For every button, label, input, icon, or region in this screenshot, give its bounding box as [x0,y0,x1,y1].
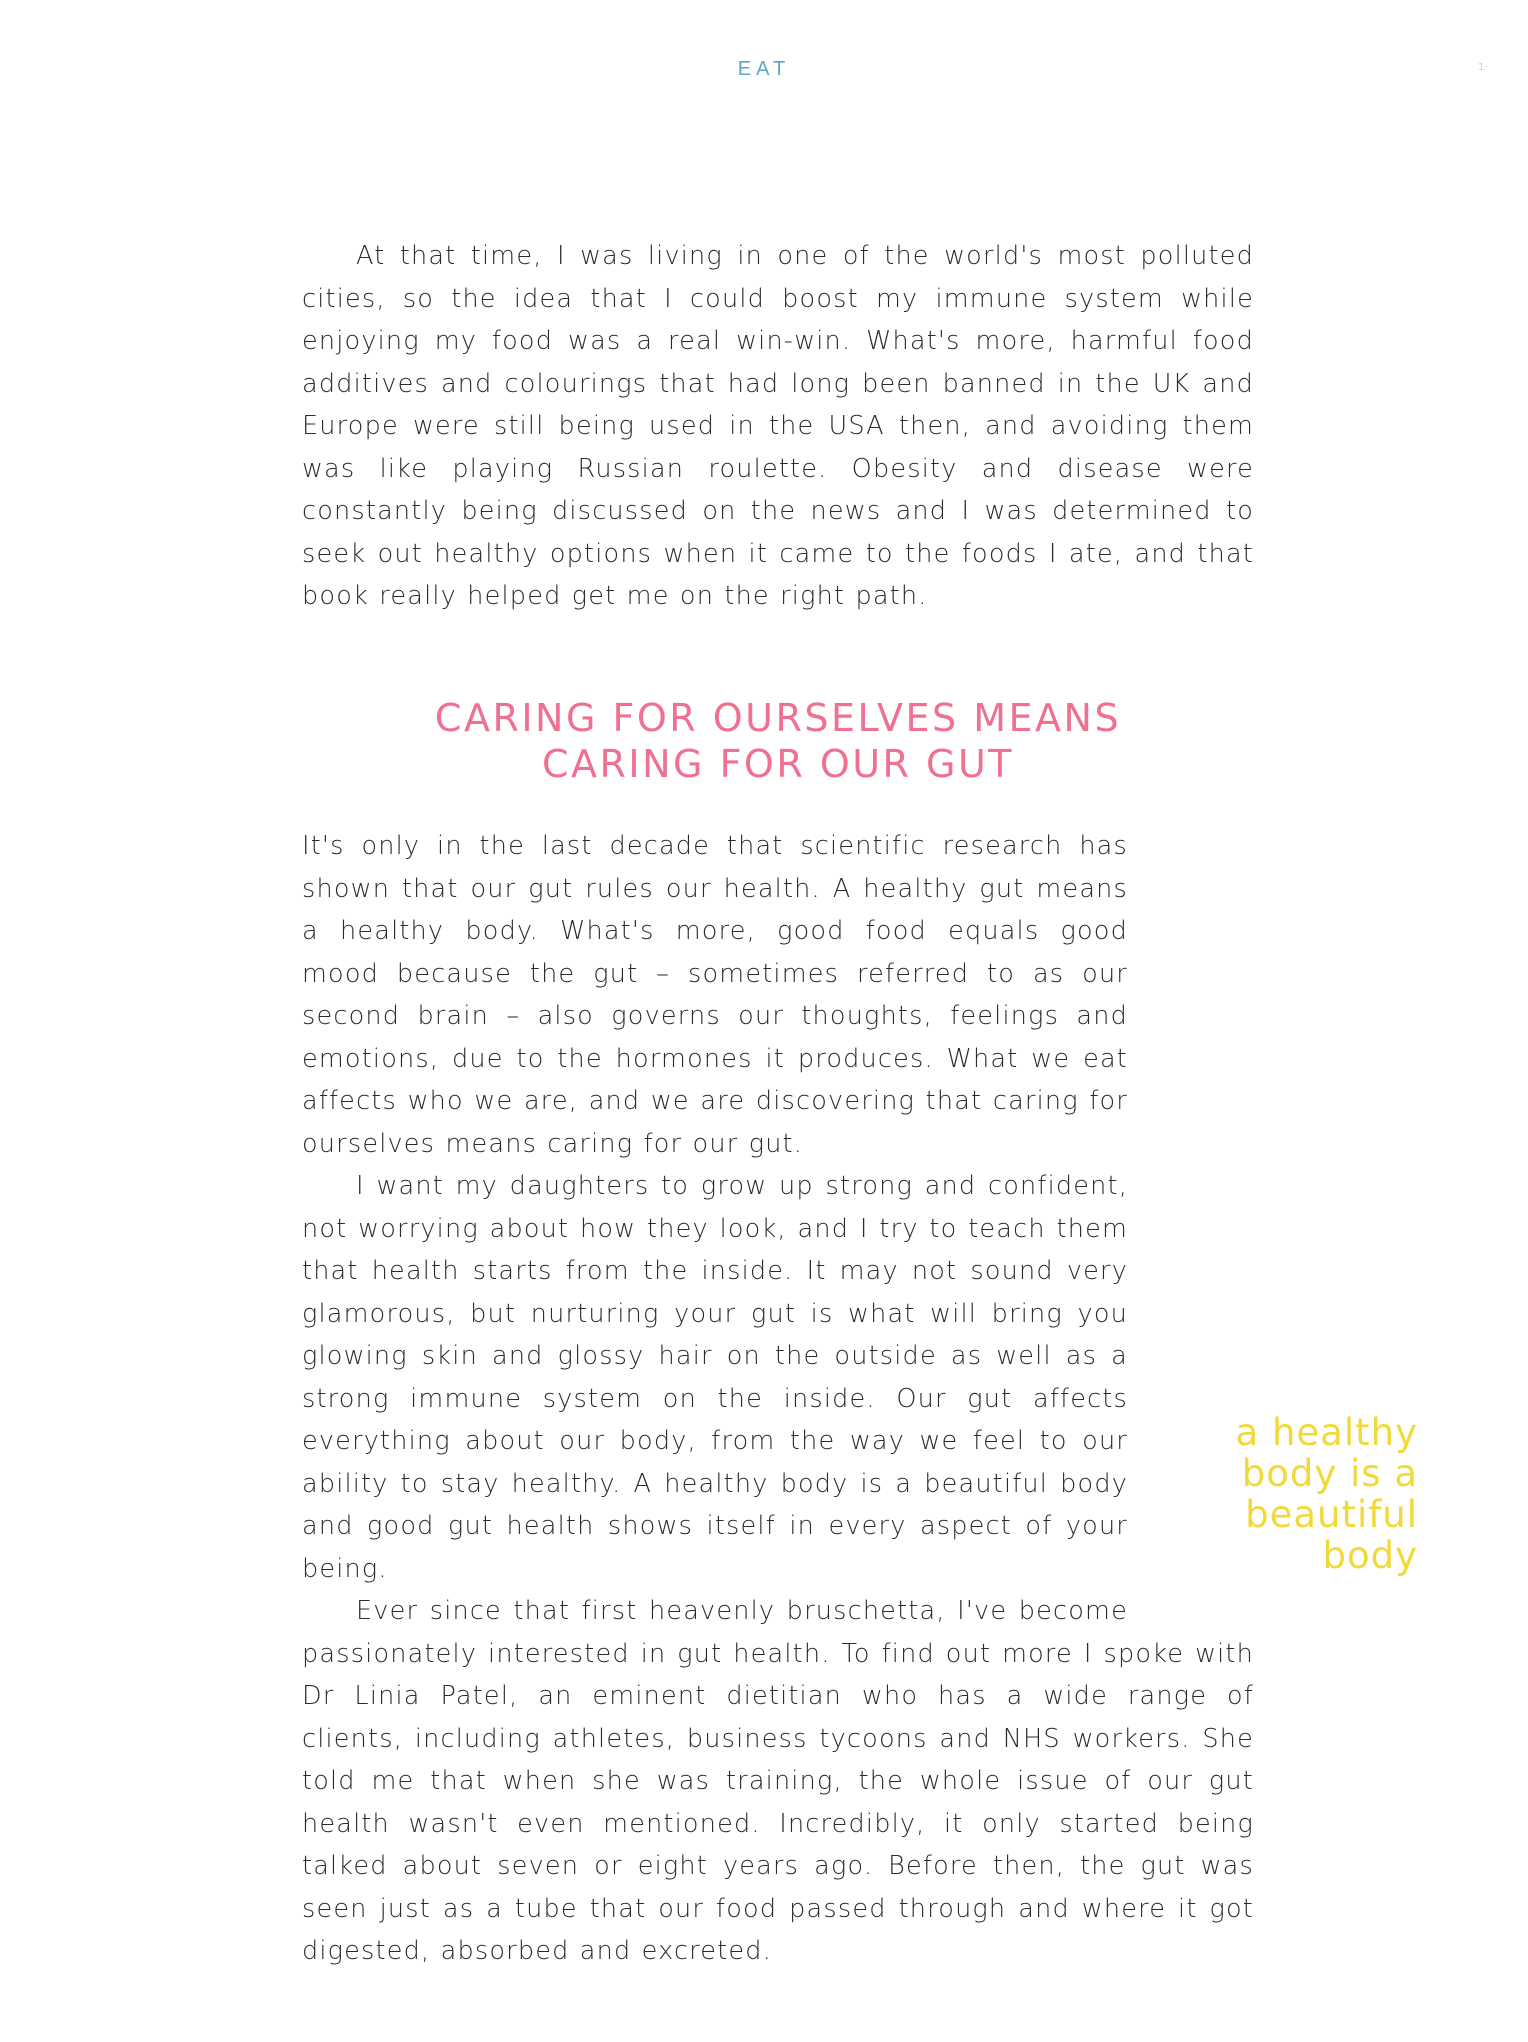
pull-quote-line: body [1322,1534,1418,1577]
page-corner-mark: 1· [1478,62,1488,73]
pull-quote-line: body is a [1241,1452,1418,1495]
section-body [302,825,1254,1973]
section-title: EAT [737,58,791,80]
section-heading-line-1: CARING FOR OURSELVES MEANS [434,696,1122,740]
pull-quote-line: beautiful [1245,1493,1418,1536]
section-heading-line-2: CARING FOR OUR GUT [541,742,1015,786]
pull-quote [1180,1412,1418,1576]
pull-quote-line: a healthy [1235,1411,1418,1454]
section-heading [302,695,1254,787]
body-paragraph-3: Ever since that first heavenly bruschetta, I've become passionately interested in gut health. To find out more I spoke with Dr Linia Patel, an eminent dietitian who has a wide range of clients, including athletes, business tycoons and NHS workers. She told me that when she was training, the whole issue of our gut health wasn't even mentioned. Incredibly, it only started being talked about seven or eight years ago. Before then, the gut was seen just as a tube that our food passed through and where it got digested, absorbed and excreted. [302,1596,1254,1966]
body-paragraph-2: I want my daughters to grow up strong and confident, not worrying about how they look, and I try to teach them that health starts from the inside. It may not sound very glamorous, but nurturing your gut is what will bring you glowing skin and glossy hair on the outside as well as a strong immune system on the inside. Our gut affects everything about our body, from the way we feel to our ability to stay healthy. A healthy body is a beautiful body and good gut health shows itself in every aspect of your being. [302,1171,1128,1584]
body-paragraph-1: It's only in the last decade that scientific research has shown that our gut rules our health. A healthy gut means a healthy body. What's more, good food equals good mood because the gut – sometimes referred to as our second brain – also governs our thoughts, feelings and emotions, due to the hormones it produces. What we eat affects who we are, and we are discovering that caring for ourselves means caring for our gut. [302,831,1128,1159]
intro-paragraph: At that time, I was living in one of the world's most polluted cities, so the idea that I could boost my immune system while enjoying my food was a real win-win. What's more, harmful food additives and colourings that had long been banned in the UK and Europe were still being used in the USA then, and avoiding them was like playing Russian roulette. Obesity and disease were constantly being discussed on the news and I was determined to seek out healthy options when it came to the foods I ate, and that book really helped get me on the right path. [302,241,1254,611]
intro-text [302,235,1254,618]
